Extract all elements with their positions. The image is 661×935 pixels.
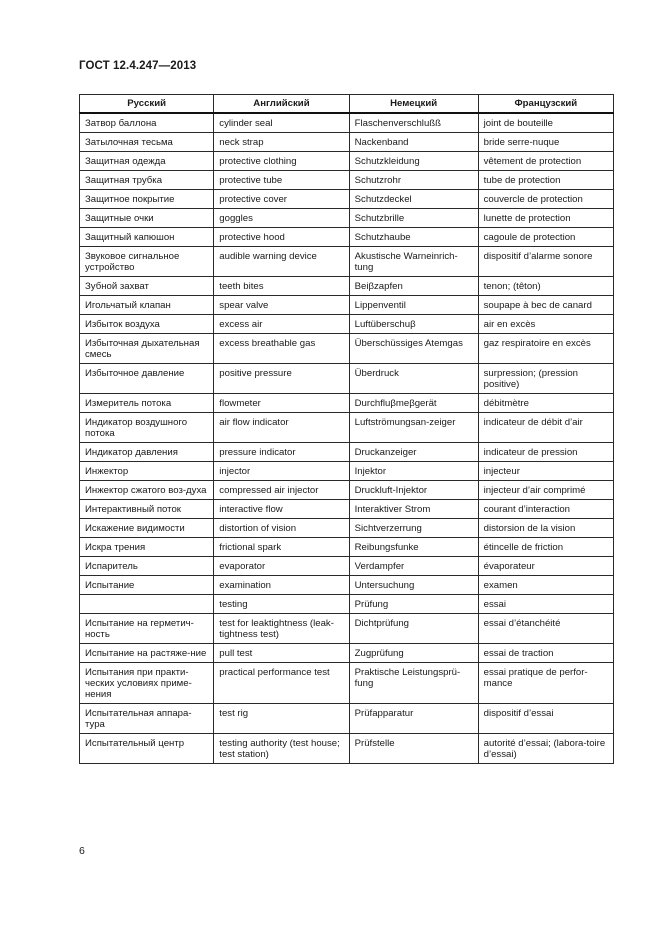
- cell-french: gaz respiratoire en excès: [478, 334, 613, 364]
- table-row: [80, 462, 614, 481]
- table-row: [80, 734, 614, 764]
- cell-german: Akustische Warneinrich-tung: [349, 247, 478, 277]
- cell-russian: Защитная одежда: [80, 152, 214, 171]
- table-row: [80, 614, 614, 644]
- cell-french: surpression; (pression positive): [478, 364, 613, 394]
- cell-english: protective tube: [214, 171, 349, 190]
- cell-english: excess breathable gas: [214, 334, 349, 364]
- table-row: [80, 315, 614, 334]
- cell-german: Zugprüfung: [349, 644, 478, 663]
- cell-french: distorsion de la vision: [478, 519, 613, 538]
- cell-russian: Измеритель потока: [80, 394, 214, 413]
- cell-german: Verdampfer: [349, 557, 478, 576]
- cell-german: Überdruck: [349, 364, 478, 394]
- table-row: [80, 481, 614, 500]
- cell-german: Prüfung: [349, 595, 478, 614]
- cell-german: Injektor: [349, 462, 478, 481]
- cell-french: essai d’étanchéité: [478, 614, 613, 644]
- cell-russian: Зубной захват: [80, 277, 214, 296]
- cell-english: testing authority (test house; test station): [214, 734, 349, 764]
- cell-russian: [80, 595, 214, 614]
- cell-german: Überschüssiges Atemgas: [349, 334, 478, 364]
- cell-german: Druckluft-Injektor: [349, 481, 478, 500]
- cell-french: dispositif d’alarme sonore: [478, 247, 613, 277]
- cell-german: Schutzrohr: [349, 171, 478, 190]
- cell-german: Nackenband: [349, 133, 478, 152]
- table-row: [80, 296, 614, 315]
- cell-russian: Инжектор сжатого воз-духа: [80, 481, 214, 500]
- table-row: [80, 190, 614, 209]
- cell-german: Durchfluβmeβgerät: [349, 394, 478, 413]
- cell-german: Reibungsfunke: [349, 538, 478, 557]
- cell-french: air en excès: [478, 315, 613, 334]
- cell-russian: Испытание на герметич-ность: [80, 614, 214, 644]
- table-row: [80, 113, 614, 133]
- cell-russian: Защитное покрытие: [80, 190, 214, 209]
- table-row: [80, 595, 614, 614]
- cell-english: testing: [214, 595, 349, 614]
- cell-french: évaporateur: [478, 557, 613, 576]
- cell-english: protective hood: [214, 228, 349, 247]
- cell-german: Praktische Leistungsprü-fung: [349, 663, 478, 704]
- cell-french: tube de protection: [478, 171, 613, 190]
- table-row: [80, 519, 614, 538]
- table-row: [80, 209, 614, 228]
- cell-french: bride serre-nuque: [478, 133, 613, 152]
- cell-german: Luftüberschuβ: [349, 315, 478, 334]
- cell-french: injecteur: [478, 462, 613, 481]
- column-header-english: Английский: [214, 95, 349, 114]
- cell-english: protective clothing: [214, 152, 349, 171]
- cell-english: injector: [214, 462, 349, 481]
- table-row: [80, 133, 614, 152]
- cell-english: positive pressure: [214, 364, 349, 394]
- cell-russian: Индикатор давления: [80, 443, 214, 462]
- cell-french: indicateur de débit d’air: [478, 413, 613, 443]
- cell-french: tenon; (têton): [478, 277, 613, 296]
- table-row: [80, 443, 614, 462]
- cell-russian: Защитная трубка: [80, 171, 214, 190]
- cell-german: Sichtverzerrung: [349, 519, 478, 538]
- cell-german: Beiβzapfen: [349, 277, 478, 296]
- cell-russian: Испытания при практи-ческих условиях приме-нения: [80, 663, 214, 704]
- cell-english: excess air: [214, 315, 349, 334]
- cell-german: Schutzkleidung: [349, 152, 478, 171]
- cell-russian: Испытание на растяже-ние: [80, 644, 214, 663]
- cell-french: soupape à bec de canard: [478, 296, 613, 315]
- cell-french: essai pratique de perfor-mance: [478, 663, 613, 704]
- cell-russian: Искра трения: [80, 538, 214, 557]
- cell-english: examination: [214, 576, 349, 595]
- cell-french: essai de traction: [478, 644, 613, 663]
- table-row: [80, 538, 614, 557]
- cell-french: vêtement de protection: [478, 152, 613, 171]
- table-row: [80, 413, 614, 443]
- cell-english: practical performance test: [214, 663, 349, 704]
- page-number: 6: [79, 845, 85, 857]
- cell-russian: Избыток воздуха: [80, 315, 214, 334]
- cell-russian: Инжектор: [80, 462, 214, 481]
- column-header-german: Немецкий: [349, 95, 478, 114]
- cell-russian: Избыточное давление: [80, 364, 214, 394]
- cell-french: lunette de protection: [478, 209, 613, 228]
- table-row: [80, 663, 614, 704]
- cell-german: Luftströmungsan-zeiger: [349, 413, 478, 443]
- cell-french: débitmètre: [478, 394, 613, 413]
- table-row: [80, 364, 614, 394]
- table-row: [80, 277, 614, 296]
- table-row: [80, 152, 614, 171]
- cell-german: Prüfstelle: [349, 734, 478, 764]
- cell-english: teeth bites: [214, 277, 349, 296]
- cell-german: Flaschenverschlußß: [349, 113, 478, 133]
- table-row: [80, 171, 614, 190]
- cell-english: distortion of vision: [214, 519, 349, 538]
- cell-russian: Испытательный центр: [80, 734, 214, 764]
- cell-russian: Интерактивный поток: [80, 500, 214, 519]
- table-row: [80, 500, 614, 519]
- cell-english: cylinder seal: [214, 113, 349, 133]
- cell-french: essai: [478, 595, 613, 614]
- cell-english: test rig: [214, 704, 349, 734]
- cell-russian: Игольчатый клапан: [80, 296, 214, 315]
- cell-russian: Затылочная тесьма: [80, 133, 214, 152]
- cell-russian: Затвор баллона: [80, 113, 214, 133]
- cell-russian: Защитные очки: [80, 209, 214, 228]
- cell-russian: Испытание: [80, 576, 214, 595]
- document-header: ГОСТ 12.4.247—2013: [79, 60, 197, 72]
- table-row: [80, 644, 614, 663]
- cell-german: Untersuchung: [349, 576, 478, 595]
- cell-french: injecteur d’air comprimé: [478, 481, 613, 500]
- cell-french: cagoule de protection: [478, 228, 613, 247]
- table-row: [80, 334, 614, 364]
- table-row: [80, 228, 614, 247]
- cell-russian: Испытательная аппара-тура: [80, 704, 214, 734]
- cell-english: pull test: [214, 644, 349, 663]
- cell-french: indicateur de pression: [478, 443, 613, 462]
- cell-russian: Испаритель: [80, 557, 214, 576]
- cell-english: flowmeter: [214, 394, 349, 413]
- table-header-row: [80, 95, 614, 114]
- column-header-french: Французский: [478, 95, 613, 114]
- cell-german: Schutzbrille: [349, 209, 478, 228]
- cell-french: couvercle de protection: [478, 190, 613, 209]
- cell-english: neck strap: [214, 133, 349, 152]
- cell-english: goggles: [214, 209, 349, 228]
- cell-french: dispositif d’essai: [478, 704, 613, 734]
- cell-german: Druckanzeiger: [349, 443, 478, 462]
- cell-german: Schutzhaube: [349, 228, 478, 247]
- cell-russian: Звуковое сигнальное устройство: [80, 247, 214, 277]
- table-row: [80, 704, 614, 734]
- table-body: [80, 113, 614, 764]
- table-row: [80, 394, 614, 413]
- cell-english: pressure indicator: [214, 443, 349, 462]
- cell-russian: Индикатор воздушного потока: [80, 413, 214, 443]
- cell-french: examen: [478, 576, 613, 595]
- cell-russian: Искажение видимости: [80, 519, 214, 538]
- cell-german: Lippenventil: [349, 296, 478, 315]
- cell-english: air flow indicator: [214, 413, 349, 443]
- cell-russian: Защитный капюшон: [80, 228, 214, 247]
- table-row: [80, 557, 614, 576]
- cell-russian: Избыточная дыхательная смесь: [80, 334, 214, 364]
- table-row: [80, 576, 614, 595]
- cell-english: evaporator: [214, 557, 349, 576]
- cell-german: Interaktiver Strom: [349, 500, 478, 519]
- glossary-table: [79, 94, 614, 764]
- cell-english: audible warning device: [214, 247, 349, 277]
- cell-french: autorité d’essai; (labora-toire d’essai): [478, 734, 613, 764]
- cell-french: courant d’interaction: [478, 500, 613, 519]
- cell-german: Schutzdeckel: [349, 190, 478, 209]
- column-header-russian: Русский: [80, 95, 214, 114]
- cell-english: protective cover: [214, 190, 349, 209]
- cell-french: étincelle de friction: [478, 538, 613, 557]
- cell-english: interactive flow: [214, 500, 349, 519]
- cell-english: test for leaktightness (leak-tightness test): [214, 614, 349, 644]
- cell-english: spear valve: [214, 296, 349, 315]
- cell-french: joint de bouteille: [478, 113, 613, 133]
- cell-german: Prüfapparatur: [349, 704, 478, 734]
- table-row: [80, 247, 614, 277]
- cell-german: Dichtprüfung: [349, 614, 478, 644]
- cell-english: compressed air injector: [214, 481, 349, 500]
- cell-english: frictional spark: [214, 538, 349, 557]
